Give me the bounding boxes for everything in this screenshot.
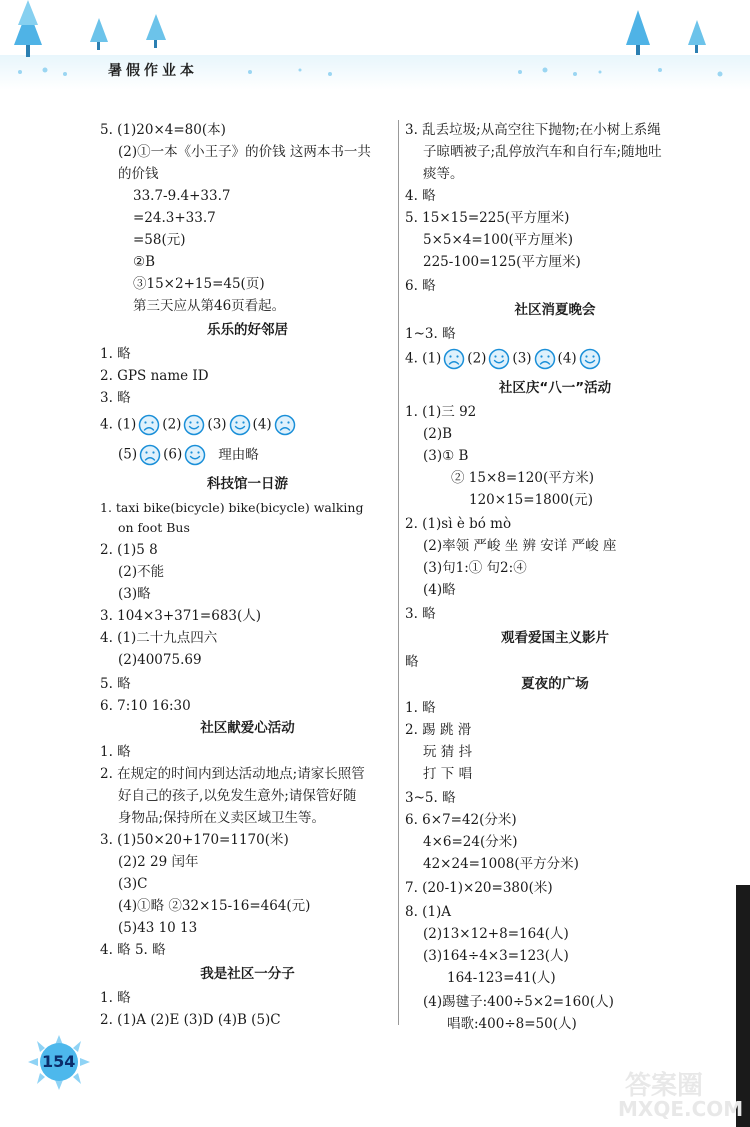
answer-line: ② 15×8=120(平方米): [451, 470, 594, 486]
answer-line: ②B: [133, 254, 156, 270]
answer-line: 6. 7:10 16:30: [100, 698, 191, 714]
answer-line: =24.3+33.7: [133, 210, 216, 226]
page-number: 154: [42, 1052, 76, 1071]
answer-line: 3. 乱丢垃圾;从高空往下抛物;在小树上系绳: [405, 122, 661, 138]
section-title: 观看爱国主义影片: [501, 630, 609, 646]
answer-line: ③15×2+15=45(页): [133, 276, 265, 292]
answer-line: 1~3. 略: [405, 326, 456, 342]
answer-line: (4)①略 ②32×15-16=464(元): [118, 898, 311, 914]
tree-icon: [688, 20, 706, 53]
edge-tab: [736, 885, 750, 1127]
section-title: 社区庆“八一”活动: [498, 380, 612, 396]
answer-line: 略: [405, 654, 419, 670]
answer-line: (3)164÷4×3=123(人): [423, 948, 569, 964]
answer-line: (2)率领 严峻 坐 辨 安详 严峻 座: [423, 538, 617, 554]
answer-line: (4)踢毽子:400÷5×2=160(人): [423, 994, 614, 1010]
tree-icon: [626, 10, 650, 55]
answer-line: (4)略: [423, 582, 456, 598]
answer-line: 第三天应从第46页看起。: [133, 298, 286, 314]
answer-line: 5. 15×15=225(平方厘米): [405, 210, 570, 226]
answer-line: (2)B: [423, 426, 453, 442]
answer-line: 身物品;保持所在义卖区域卫生等。: [118, 810, 326, 826]
header-decoration: [0, 0, 750, 100]
happy-face-icon: [229, 414, 251, 436]
answer-line: (5) (6) 理由略: [118, 444, 259, 466]
answer-line: 3. 略: [100, 390, 131, 406]
answer-line: 1. 略: [100, 744, 131, 760]
answer-line: 唱歌:400÷8=50(人): [447, 1016, 577, 1032]
answer-line: 5. 略: [100, 676, 131, 692]
sad-face-icon: [139, 444, 161, 466]
sad-face-icon: [534, 348, 556, 370]
answer-line: 玩 猜 抖: [423, 744, 473, 760]
answer-line: 1. 略: [100, 346, 131, 362]
answer-line: 4. (1)二十九点四六: [100, 630, 218, 646]
answer-line: 2. (1)5 8: [100, 542, 158, 558]
answer-line: 的价钱: [118, 166, 159, 182]
watermark-logo: 答案圈: [625, 1071, 704, 1101]
answer-line: 4. (1) (2) (3) (4): [405, 348, 603, 370]
answer-line: 好自己的孩子,以免发生意外;请保管好随: [118, 788, 357, 804]
answer-line: (3)① B: [423, 448, 469, 464]
answer-line: 6. 略: [405, 278, 436, 294]
answer-line: (5)43 10 13: [118, 920, 198, 936]
answer-line: 子晾晒被子;乱停放汽车和自行车;随地吐: [423, 144, 662, 160]
answer-line: 4×6=24(分米): [423, 834, 518, 850]
answer-line: (2)2 29 闰年: [118, 854, 199, 870]
answer-line: (2)不能: [118, 564, 165, 580]
answer-line: 164-123=41(人): [447, 970, 556, 986]
answer-line: 打 下 唱: [423, 766, 473, 782]
answer-line: 2. GPS name ID: [100, 368, 209, 384]
answer-line: 5. (1)20×4=80(本): [100, 122, 226, 138]
sad-face-icon: [274, 414, 296, 436]
answer-line: 4. (1) (2) (3) (4): [100, 414, 298, 436]
book-title: 暑假作业本: [108, 63, 198, 79]
answer-line: 1. taxi bike(bicycle) bike(bicycle) walking: [100, 500, 364, 515]
tree-icon: [14, 0, 42, 57]
answer-line: 6. 6×7=42(分米): [405, 812, 517, 828]
tree-icon: [90, 18, 108, 50]
answer-line: 3. (1)50×20+170=1170(米): [100, 832, 289, 848]
column-divider: [398, 120, 399, 1025]
answer-line: 120×15=1800(元): [469, 492, 593, 508]
answer-line: 2. (1)sì è bó mò: [405, 516, 512, 532]
answer-line: 3. 略: [405, 606, 436, 622]
section-title: 我是社区一分子: [200, 966, 295, 982]
happy-face-icon: [183, 414, 205, 436]
answer-line: 225-100=125(平方厘米): [423, 254, 581, 270]
answer-line: 3~5. 略: [405, 790, 456, 806]
answer-line: (3)句1:① 句2:④: [423, 560, 527, 576]
answer-line: (2)①一本《小王子》的价钱 这两本书一共: [118, 144, 371, 160]
answer-line: 7. (20-1)×20=380(米): [405, 880, 553, 896]
answer-line: 1. (1)三 92: [405, 404, 477, 420]
answer-line: 33.7-9.4+33.7: [133, 188, 231, 204]
answer-line: 1. 略: [100, 990, 131, 1006]
answer-line: 5×5×4=100(平方厘米): [423, 232, 574, 248]
watermark-url: MXQE.COM: [618, 1097, 744, 1121]
sad-face-icon: [138, 414, 160, 436]
section-title: 科技馆一日游: [207, 476, 288, 492]
answer-line: 4. 略: [405, 188, 436, 204]
answer-line: 42×24=1008(平方分米): [423, 856, 579, 872]
happy-face-icon: [488, 348, 510, 370]
answer-line: 痰等。: [423, 166, 464, 182]
section-title: 社区消夏晚会: [514, 302, 596, 318]
answer-line: (2)40075.69: [118, 652, 202, 668]
answer-line: 1. 略: [405, 700, 436, 716]
section-title: 乐乐的好邻居: [207, 322, 288, 338]
tree-icon: [146, 14, 166, 48]
answer-line: =58(元): [133, 232, 186, 248]
answer-line: on foot Bus: [118, 520, 190, 535]
page-header: [0, 0, 750, 100]
answer-line: (2)13×12+8=164(人): [423, 926, 569, 942]
answer-line: 3. 104×3+371=683(人): [100, 608, 262, 624]
answer-line: 2. 在规定的时间内到达活动地点;请家长照管: [100, 766, 365, 782]
happy-face-icon: [579, 348, 601, 370]
section-title: 夏夜的广场: [521, 676, 589, 692]
answer-line: 4. 略 5. 略: [100, 942, 166, 958]
section-title: 社区献爱心活动: [200, 720, 295, 736]
happy-face-icon: [184, 444, 206, 466]
answer-line: 2. 踢 跳 滑: [405, 722, 472, 738]
answer-line: 2. (1)A (2)E (3)D (4)B (5)C: [100, 1012, 281, 1028]
sad-face-icon: [443, 348, 465, 370]
answer-line: (3)C: [118, 876, 148, 892]
answer-line: (3)略: [118, 586, 151, 602]
answer-line: 8. (1)A: [405, 904, 452, 920]
